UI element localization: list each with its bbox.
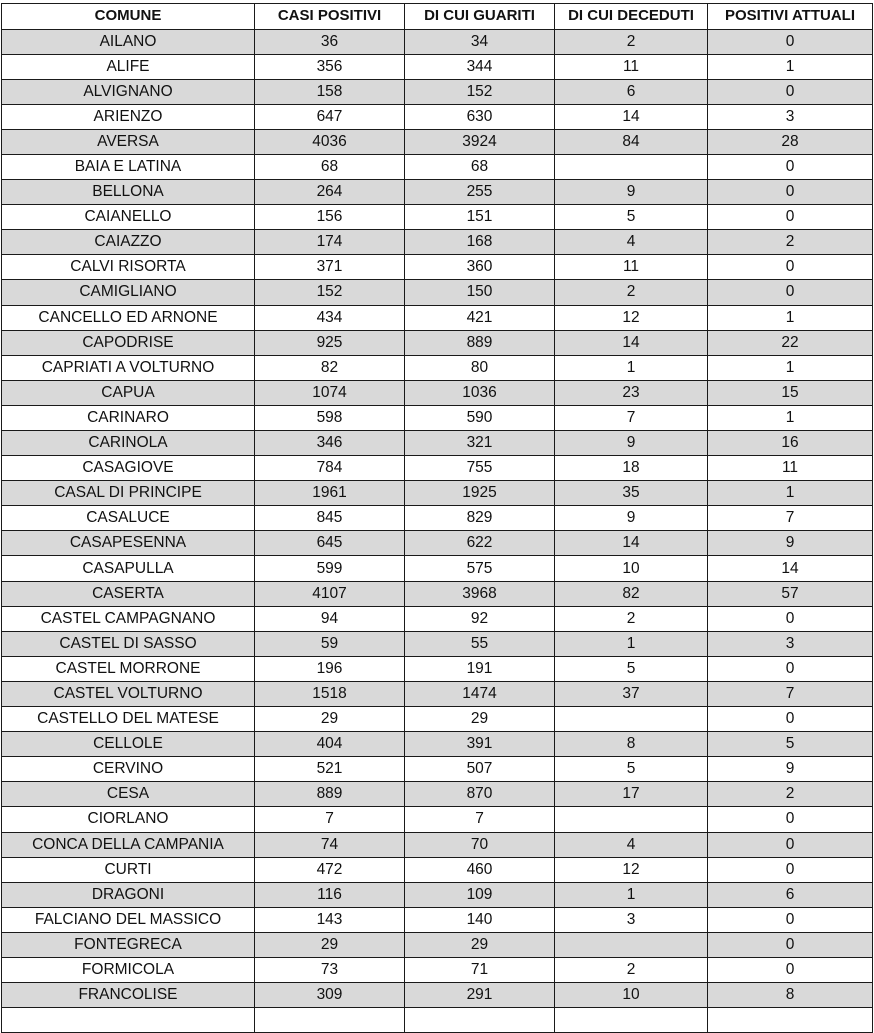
table-row bbox=[2, 782, 873, 807]
cell-casi-positivi: 521 bbox=[255, 757, 405, 782]
cell-guariti: 151 bbox=[405, 205, 555, 230]
table-row bbox=[2, 330, 873, 355]
cell-comune: DRAGONI bbox=[2, 882, 255, 907]
cell-positivi-attuali: 0 bbox=[708, 656, 873, 681]
cell-guariti: 80 bbox=[405, 355, 555, 380]
cell-guariti: 168 bbox=[405, 230, 555, 255]
cell-positivi-attuali: 2 bbox=[708, 782, 873, 807]
cell-guariti: 3924 bbox=[405, 129, 555, 154]
table-row bbox=[2, 732, 873, 757]
cell-comune: BELLONA bbox=[2, 180, 255, 205]
cell-casi-positivi: 599 bbox=[255, 556, 405, 581]
cell-comune: CIORLANO bbox=[2, 807, 255, 832]
cell-guariti: 460 bbox=[405, 857, 555, 882]
cell-comune: CAIAZZO bbox=[2, 230, 255, 255]
cell-deceduti: 11 bbox=[555, 54, 708, 79]
cell-guariti: 7 bbox=[405, 807, 555, 832]
table-row bbox=[2, 707, 873, 732]
cell-deceduti bbox=[555, 807, 708, 832]
cell-casi-positivi: 74 bbox=[255, 832, 405, 857]
cell-casi-positivi: 371 bbox=[255, 255, 405, 280]
cell-guariti: 575 bbox=[405, 556, 555, 581]
cell-guariti: 29 bbox=[405, 707, 555, 732]
cell-deceduti: 84 bbox=[555, 129, 708, 154]
cell-positivi-attuali: 8 bbox=[708, 983, 873, 1008]
cell-deceduti: 14 bbox=[555, 330, 708, 355]
cell-guariti: 34 bbox=[405, 29, 555, 54]
cell-comune bbox=[2, 1008, 255, 1033]
cell-comune: CESA bbox=[2, 782, 255, 807]
cell-comune: FONTEGRECA bbox=[2, 932, 255, 957]
cell-comune: CURTI bbox=[2, 857, 255, 882]
header-row bbox=[2, 4, 873, 30]
cell-positivi-attuali: 15 bbox=[708, 380, 873, 405]
cell-deceduti: 5 bbox=[555, 205, 708, 230]
cell-casi-positivi: 4107 bbox=[255, 581, 405, 606]
table-row bbox=[2, 907, 873, 932]
cell-guariti: 889 bbox=[405, 330, 555, 355]
cell-deceduti: 11 bbox=[555, 255, 708, 280]
cell-positivi-attuali: 0 bbox=[708, 79, 873, 104]
cell-comune: ARIENZO bbox=[2, 104, 255, 129]
cell-positivi-attuali: 0 bbox=[708, 932, 873, 957]
cell-guariti: 55 bbox=[405, 631, 555, 656]
cell-deceduti: 14 bbox=[555, 531, 708, 556]
cell-positivi-attuali: 1 bbox=[708, 355, 873, 380]
cell-deceduti: 82 bbox=[555, 581, 708, 606]
cell-casi-positivi: 29 bbox=[255, 707, 405, 732]
cell-guariti: 321 bbox=[405, 431, 555, 456]
cell-guariti: 29 bbox=[405, 932, 555, 957]
cell-positivi-attuali: 1 bbox=[708, 481, 873, 506]
cell-guariti: 291 bbox=[405, 983, 555, 1008]
cell-deceduti bbox=[555, 707, 708, 732]
cell-comune: CASTELLO DEL MATESE bbox=[2, 707, 255, 732]
cell-comune: CAPUA bbox=[2, 380, 255, 405]
cell-casi-positivi: 925 bbox=[255, 330, 405, 355]
table-row bbox=[2, 983, 873, 1008]
table-row bbox=[2, 205, 873, 230]
cell-casi-positivi: 152 bbox=[255, 280, 405, 305]
cell-deceduti: 1 bbox=[555, 355, 708, 380]
table-header bbox=[2, 4, 873, 30]
cell-casi-positivi: 36 bbox=[255, 29, 405, 54]
cell-comune: CASALUCE bbox=[2, 506, 255, 531]
table-row bbox=[2, 380, 873, 405]
table-row bbox=[2, 656, 873, 681]
table-row bbox=[2, 882, 873, 907]
table-row bbox=[2, 932, 873, 957]
cell-guariti: 391 bbox=[405, 732, 555, 757]
cell-comune: CALVI RISORTA bbox=[2, 255, 255, 280]
cell-casi-positivi: 1961 bbox=[255, 481, 405, 506]
table-row bbox=[2, 631, 873, 656]
table-row bbox=[2, 606, 873, 631]
table-row bbox=[2, 79, 873, 104]
cell-guariti: 92 bbox=[405, 606, 555, 631]
cell-casi-positivi: 434 bbox=[255, 305, 405, 330]
cell-positivi-attuali: 1 bbox=[708, 405, 873, 430]
table-row bbox=[2, 104, 873, 129]
cell-guariti: 68 bbox=[405, 154, 555, 179]
cell-casi-positivi bbox=[255, 1008, 405, 1033]
cell-deceduti: 3 bbox=[555, 907, 708, 932]
cell-deceduti: 2 bbox=[555, 957, 708, 982]
cell-deceduti: 35 bbox=[555, 481, 708, 506]
table-row bbox=[2, 581, 873, 606]
cell-positivi-attuali: 0 bbox=[708, 857, 873, 882]
cell-guariti: 1925 bbox=[405, 481, 555, 506]
cell-guariti: 70 bbox=[405, 832, 555, 857]
cell-positivi-attuali: 22 bbox=[708, 330, 873, 355]
cell-comune: ALIFE bbox=[2, 54, 255, 79]
table-row bbox=[2, 29, 873, 54]
cell-casi-positivi: 59 bbox=[255, 631, 405, 656]
table-row bbox=[2, 1008, 873, 1033]
cell-deceduti: 9 bbox=[555, 180, 708, 205]
cell-guariti: 109 bbox=[405, 882, 555, 907]
cell-casi-positivi: 784 bbox=[255, 456, 405, 481]
table-row bbox=[2, 832, 873, 857]
cell-casi-positivi: 346 bbox=[255, 431, 405, 456]
cell-positivi-attuali: 7 bbox=[708, 506, 873, 531]
cell-deceduti: 5 bbox=[555, 656, 708, 681]
cell-casi-positivi: 82 bbox=[255, 355, 405, 380]
cell-casi-positivi: 7 bbox=[255, 807, 405, 832]
cell-deceduti: 4 bbox=[555, 832, 708, 857]
table-row bbox=[2, 305, 873, 330]
table-row bbox=[2, 431, 873, 456]
cell-comune: FORMICOLA bbox=[2, 957, 255, 982]
cell-deceduti: 2 bbox=[555, 280, 708, 305]
cell-positivi-attuali: 0 bbox=[708, 957, 873, 982]
cell-comune: CAPODRISE bbox=[2, 330, 255, 355]
table-row bbox=[2, 255, 873, 280]
cell-positivi-attuali: 0 bbox=[708, 255, 873, 280]
table-row bbox=[2, 957, 873, 982]
cell-deceduti: 9 bbox=[555, 506, 708, 531]
cell-positivi-attuali bbox=[708, 1008, 873, 1033]
cell-casi-positivi: 158 bbox=[255, 79, 405, 104]
cell-comune: CASAL DI PRINCIPE bbox=[2, 481, 255, 506]
cell-deceduti: 18 bbox=[555, 456, 708, 481]
header-casi-positivi: CASI POSITIVI bbox=[255, 4, 405, 30]
cell-positivi-attuali: 2 bbox=[708, 230, 873, 255]
cell-positivi-attuali: 3 bbox=[708, 104, 873, 129]
cell-guariti: 507 bbox=[405, 757, 555, 782]
cell-deceduti: 7 bbox=[555, 405, 708, 430]
cell-guariti: 829 bbox=[405, 506, 555, 531]
cell-comune: FRANCOLISE bbox=[2, 983, 255, 1008]
cell-casi-positivi: 174 bbox=[255, 230, 405, 255]
cell-guariti: 421 bbox=[405, 305, 555, 330]
cell-casi-positivi: 116 bbox=[255, 882, 405, 907]
header-di-cui-deceduti: DI CUI DECEDUTI bbox=[555, 4, 708, 30]
cell-comune: AILANO bbox=[2, 29, 255, 54]
cell-deceduti: 1 bbox=[555, 631, 708, 656]
cell-comune: CAPRIATI A VOLTURNO bbox=[2, 355, 255, 380]
cell-guariti: 590 bbox=[405, 405, 555, 430]
cell-comune: CASAPULLA bbox=[2, 556, 255, 581]
table-row bbox=[2, 405, 873, 430]
cell-casi-positivi: 598 bbox=[255, 405, 405, 430]
cell-deceduti: 2 bbox=[555, 29, 708, 54]
cell-deceduti: 5 bbox=[555, 757, 708, 782]
cell-comune: BAIA E LATINA bbox=[2, 154, 255, 179]
cell-casi-positivi: 1518 bbox=[255, 681, 405, 706]
cell-comune: CAMIGLIANO bbox=[2, 280, 255, 305]
cell-deceduti: 1 bbox=[555, 882, 708, 907]
table-row bbox=[2, 681, 873, 706]
cell-positivi-attuali: 1 bbox=[708, 54, 873, 79]
cell-comune: CARINOLA bbox=[2, 431, 255, 456]
cell-casi-positivi: 1074 bbox=[255, 380, 405, 405]
cell-comune: CANCELLO ED ARNONE bbox=[2, 305, 255, 330]
cell-comune: FALCIANO DEL MASSICO bbox=[2, 907, 255, 932]
table-row bbox=[2, 230, 873, 255]
table-row bbox=[2, 556, 873, 581]
cell-positivi-attuali: 0 bbox=[708, 205, 873, 230]
cell-comune: CASAPESENNA bbox=[2, 531, 255, 556]
cell-comune: CASTEL DI SASSO bbox=[2, 631, 255, 656]
cell-positivi-attuali: 0 bbox=[708, 29, 873, 54]
table-row bbox=[2, 506, 873, 531]
cell-comune: AVERSA bbox=[2, 129, 255, 154]
cell-deceduti: 12 bbox=[555, 305, 708, 330]
cell-guariti: 1474 bbox=[405, 681, 555, 706]
covid-cases-table bbox=[1, 3, 873, 1033]
cell-deceduti: 9 bbox=[555, 431, 708, 456]
table-row bbox=[2, 481, 873, 506]
cell-guariti: 344 bbox=[405, 54, 555, 79]
cell-positivi-attuali: 0 bbox=[708, 606, 873, 631]
cell-casi-positivi: 29 bbox=[255, 932, 405, 957]
cell-positivi-attuali: 14 bbox=[708, 556, 873, 581]
cell-deceduti bbox=[555, 932, 708, 957]
cell-guariti: 255 bbox=[405, 180, 555, 205]
cell-guariti: 630 bbox=[405, 104, 555, 129]
cell-casi-positivi: 404 bbox=[255, 732, 405, 757]
cell-deceduti bbox=[555, 1008, 708, 1033]
cell-casi-positivi: 647 bbox=[255, 104, 405, 129]
cell-comune: CASTEL MORRONE bbox=[2, 656, 255, 681]
cell-casi-positivi: 264 bbox=[255, 180, 405, 205]
cell-guariti: 360 bbox=[405, 255, 555, 280]
cell-deceduti: 14 bbox=[555, 104, 708, 129]
header-comune: COMUNE bbox=[2, 4, 255, 30]
table-row bbox=[2, 757, 873, 782]
cell-positivi-attuali: 57 bbox=[708, 581, 873, 606]
cell-comune: CASERTA bbox=[2, 581, 255, 606]
cell-casi-positivi: 356 bbox=[255, 54, 405, 79]
cell-guariti: 755 bbox=[405, 456, 555, 481]
cell-comune: CARINARO bbox=[2, 405, 255, 430]
cell-deceduti: 4 bbox=[555, 230, 708, 255]
table-row bbox=[2, 355, 873, 380]
table-body bbox=[2, 29, 873, 1033]
cell-casi-positivi: 4036 bbox=[255, 129, 405, 154]
header-di-cui-guariti: DI CUI GUARITI bbox=[405, 4, 555, 30]
cell-comune: CELLOLE bbox=[2, 732, 255, 757]
cell-positivi-attuali: 28 bbox=[708, 129, 873, 154]
table-row bbox=[2, 280, 873, 305]
table-row bbox=[2, 456, 873, 481]
cell-casi-positivi: 889 bbox=[255, 782, 405, 807]
cell-casi-positivi: 472 bbox=[255, 857, 405, 882]
cell-positivi-attuali: 0 bbox=[708, 280, 873, 305]
cell-positivi-attuali: 16 bbox=[708, 431, 873, 456]
cell-comune: CERVINO bbox=[2, 757, 255, 782]
cell-guariti: 140 bbox=[405, 907, 555, 932]
table-row bbox=[2, 54, 873, 79]
cell-guariti: 71 bbox=[405, 957, 555, 982]
cell-guariti: 152 bbox=[405, 79, 555, 104]
cell-guariti bbox=[405, 1008, 555, 1033]
table-row bbox=[2, 180, 873, 205]
cell-deceduti: 6 bbox=[555, 79, 708, 104]
cell-positivi-attuali: 0 bbox=[708, 707, 873, 732]
cell-comune: CASAGIOVE bbox=[2, 456, 255, 481]
cell-positivi-attuali: 0 bbox=[708, 807, 873, 832]
cell-guariti: 3968 bbox=[405, 581, 555, 606]
cell-casi-positivi: 73 bbox=[255, 957, 405, 982]
cell-deceduti: 17 bbox=[555, 782, 708, 807]
table-row bbox=[2, 807, 873, 832]
cell-positivi-attuali: 0 bbox=[708, 154, 873, 179]
cell-casi-positivi: 845 bbox=[255, 506, 405, 531]
cell-positivi-attuali: 3 bbox=[708, 631, 873, 656]
cell-casi-positivi: 156 bbox=[255, 205, 405, 230]
cell-positivi-attuali: 9 bbox=[708, 757, 873, 782]
cell-comune: CASTEL CAMPAGNANO bbox=[2, 606, 255, 631]
cell-casi-positivi: 94 bbox=[255, 606, 405, 631]
cell-casi-positivi: 645 bbox=[255, 531, 405, 556]
cell-positivi-attuali: 7 bbox=[708, 681, 873, 706]
cell-positivi-attuali: 0 bbox=[708, 832, 873, 857]
cell-positivi-attuali: 1 bbox=[708, 305, 873, 330]
table-row bbox=[2, 531, 873, 556]
cell-deceduti: 12 bbox=[555, 857, 708, 882]
cell-casi-positivi: 196 bbox=[255, 656, 405, 681]
cell-positivi-attuali: 9 bbox=[708, 531, 873, 556]
cell-guariti: 622 bbox=[405, 531, 555, 556]
cell-guariti: 1036 bbox=[405, 380, 555, 405]
cell-casi-positivi: 143 bbox=[255, 907, 405, 932]
cell-comune: CONCA DELLA CAMPANIA bbox=[2, 832, 255, 857]
cell-casi-positivi: 68 bbox=[255, 154, 405, 179]
cell-comune: CASTEL VOLTURNO bbox=[2, 681, 255, 706]
cell-positivi-attuali: 0 bbox=[708, 907, 873, 932]
cell-deceduti: 10 bbox=[555, 556, 708, 581]
cell-positivi-attuali: 11 bbox=[708, 456, 873, 481]
cell-casi-positivi: 309 bbox=[255, 983, 405, 1008]
cell-deceduti: 8 bbox=[555, 732, 708, 757]
cell-guariti: 150 bbox=[405, 280, 555, 305]
cell-guariti: 870 bbox=[405, 782, 555, 807]
cell-deceduti: 37 bbox=[555, 681, 708, 706]
table-row bbox=[2, 154, 873, 179]
cell-deceduti: 10 bbox=[555, 983, 708, 1008]
header-positivi-attuali: POSITIVI ATTUALI bbox=[708, 4, 873, 30]
cell-positivi-attuali: 5 bbox=[708, 732, 873, 757]
cell-comune: CAIANELLO bbox=[2, 205, 255, 230]
cell-positivi-attuali: 0 bbox=[708, 180, 873, 205]
table-row bbox=[2, 129, 873, 154]
cell-deceduti: 23 bbox=[555, 380, 708, 405]
cell-deceduti bbox=[555, 154, 708, 179]
table-row bbox=[2, 857, 873, 882]
cell-comune: ALVIGNANO bbox=[2, 79, 255, 104]
cell-guariti: 191 bbox=[405, 656, 555, 681]
cell-positivi-attuali: 6 bbox=[708, 882, 873, 907]
cell-deceduti: 2 bbox=[555, 606, 708, 631]
